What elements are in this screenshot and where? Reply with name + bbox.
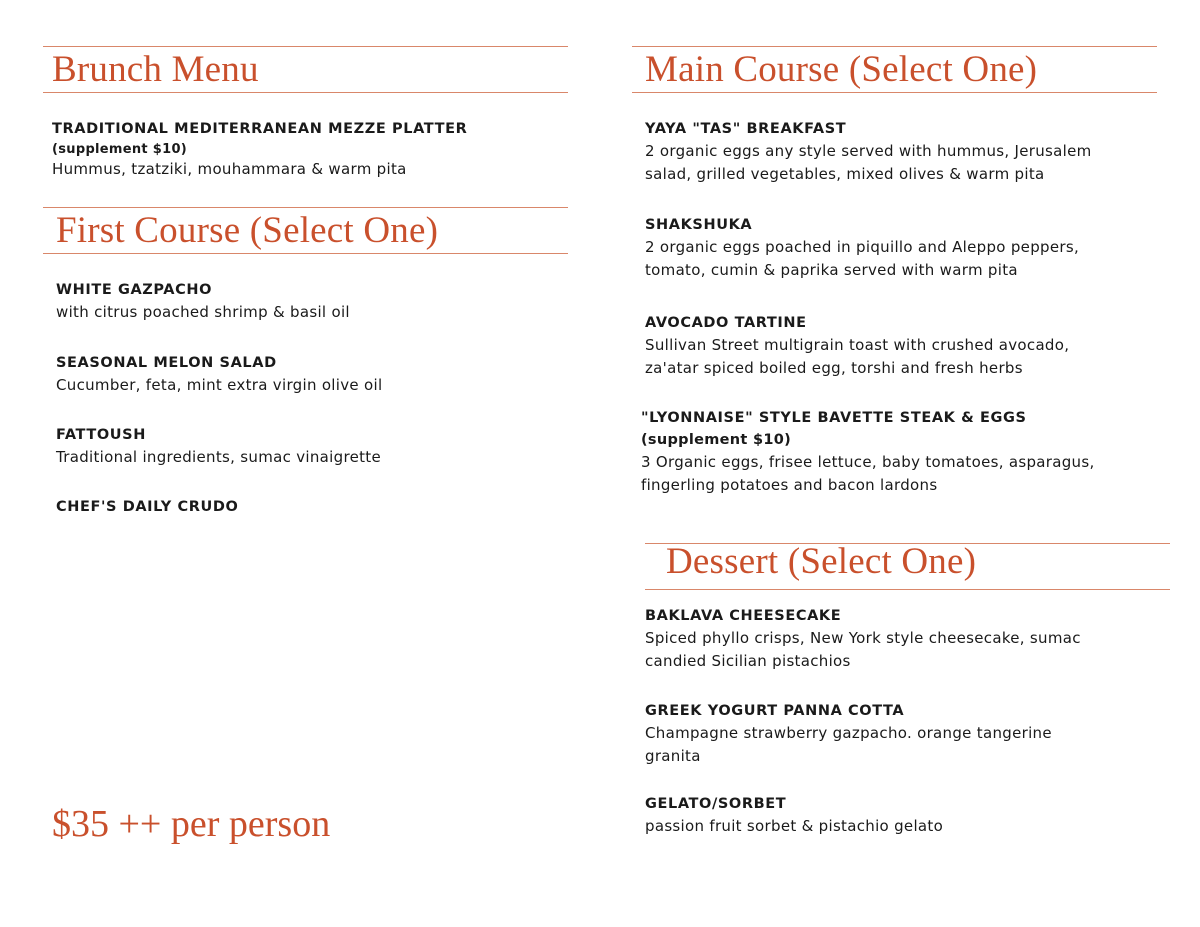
item-desc: Cucumber, feta, mint extra virgin olive oil [56, 376, 383, 394]
menu-item [645, 312, 1069, 379]
item-desc: candied Sicilian pistachios [645, 651, 851, 670]
divider [43, 92, 568, 93]
menu-item [645, 700, 1052, 767]
item-title: "LYONNAISE" STYLE BAVETTE STEAK & EGGS [641, 410, 1027, 426]
item-desc: tomato, cumin & paprika served with warm pita [645, 260, 1018, 279]
item-title: TRADITIONAL MEDITERRANEAN MEZZE PLATTER [52, 121, 468, 137]
item-desc: fingerling potatoes and bacon lardons [641, 475, 938, 494]
menu-item [645, 118, 1092, 185]
item-desc: Hummus, tzatziki, mouhammara & warm pita [52, 160, 407, 178]
item-desc: granita [645, 746, 701, 765]
item-title: FATTOUSH [56, 427, 146, 443]
item-desc: 3 Organic eggs, frisee lettuce, baby tomatoes, asparagus, [641, 453, 1095, 471]
menu-item [645, 214, 1079, 281]
item-title: BAKLAVA CHEESECAKE [645, 608, 842, 624]
item-supplement: (supplement $10) [52, 142, 188, 157]
menu-item [645, 793, 943, 838]
item-desc: Spiced phyllo crisps, New York style cheesecake, sumac [645, 629, 1081, 647]
divider [645, 589, 1170, 590]
brunch-heading: Brunch Menu [52, 49, 259, 90]
item-title: GREEK YOGURT PANNA COTTA [645, 703, 905, 719]
item-supplement: (supplement $10) [641, 432, 792, 448]
item-desc: 2 organic eggs poached in piquillo and Aleppo peppers, [645, 238, 1080, 256]
divider [43, 46, 568, 47]
item-desc: Champagne strawberry gazpacho. orange tangerine [645, 724, 1052, 742]
item-desc: passion fruit sorbet & pistachio gelato [645, 817, 944, 835]
item-title: WHITE GAZPACHO [56, 282, 213, 298]
divider [43, 207, 568, 208]
menu-item [56, 496, 238, 518]
item-desc: za'atar spiced boiled egg, torshi and fresh herbs [645, 358, 1023, 377]
divider [632, 46, 1157, 47]
item-title: YAYA "TAS" BREAKFAST [645, 121, 847, 137]
menu-item [56, 352, 382, 397]
item-title: AVOCADO TARTINE [645, 315, 807, 331]
item-desc: Traditional ingredients, sumac vinaigrette [56, 448, 382, 466]
item-title: CHEF'S DAILY CRUDO [56, 499, 239, 515]
price-per-person: $35 ++ per person [52, 803, 331, 845]
item-desc: salad, grilled vegetables, mixed olives & warm pita [645, 164, 1045, 183]
item-desc: 2 organic eggs any style served with hummus, Jerusalem [645, 142, 1092, 160]
divider [43, 253, 568, 254]
menu-item [641, 407, 1095, 496]
menu-item [56, 424, 381, 469]
menu-item-mezze [52, 118, 467, 181]
item-title: SEASONAL MELON SALAD [56, 355, 277, 371]
item-title: GELATO/SORBET [645, 796, 787, 812]
dessert-heading: Dessert (Select One) [666, 541, 977, 582]
item-desc: Sullivan Street multigrain toast with crushed avocado, [645, 336, 1070, 354]
item-desc: with citrus poached shrimp & basil oil [56, 303, 350, 321]
main-course-heading: Main Course (Select One) [645, 49, 1038, 90]
item-title: SHAKSHUKA [645, 217, 753, 233]
menu-item [645, 605, 1081, 672]
menu-item [56, 279, 350, 324]
first-course-heading: First Course (Select One) [56, 210, 439, 251]
divider [632, 92, 1157, 93]
